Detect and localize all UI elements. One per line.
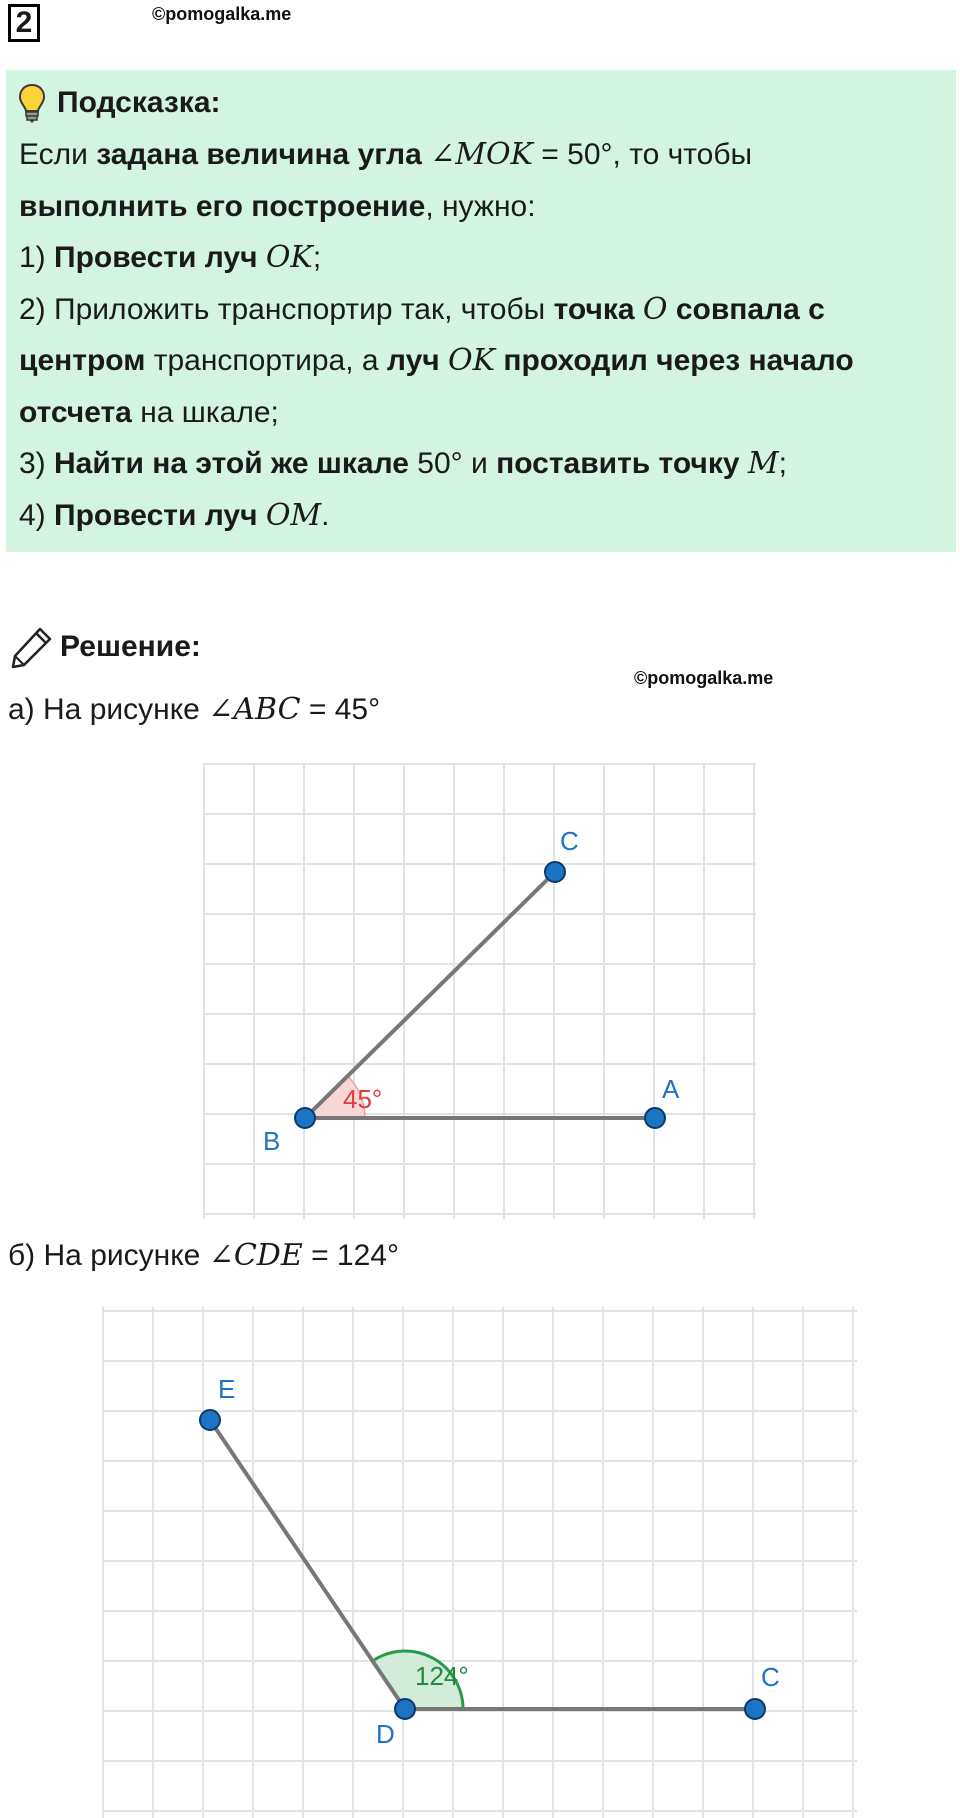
hint-line-2: выполнить его построение, нужно: — [19, 189, 536, 223]
hint-line-6: отсчета на шкале; — [19, 395, 279, 429]
point-c — [545, 862, 565, 882]
figure-a — [203, 762, 757, 1222]
task-number: 2 — [8, 4, 40, 42]
angle-label-45: 45° — [343, 1084, 383, 1114]
label-c-b: C — [761, 1662, 780, 1692]
hint-box — [6, 70, 956, 552]
angle-label-124: 124° — [415, 1661, 469, 1691]
watermark-2: ©pomogalka.me — [634, 668, 774, 688]
hint-title: Подсказка: — [57, 86, 221, 120]
lightbulb-icon — [19, 83, 45, 123]
solution-heading — [10, 622, 201, 672]
point-b — [295, 1108, 315, 1128]
part-b-text: б) На рисунке ∠CDE = 124° — [8, 1238, 399, 1273]
hint-line-7: 3) Найти на этой же шкале 50° и поставить точку M; — [19, 446, 787, 481]
hint-line-8: 4) Провести луч OM. — [19, 497, 330, 533]
label-a: A — [662, 1074, 680, 1104]
grid-b — [102, 1307, 857, 1818]
solution-title: Решение: — [60, 630, 201, 663]
hint-line-5: центром транспортира, а луч OK проходил через начало — [19, 343, 854, 378]
figure-b — [102, 1307, 858, 1818]
grid-a — [203, 764, 756, 1219]
point-d — [395, 1699, 415, 1719]
point-c — [745, 1699, 765, 1719]
segment-bc — [305, 872, 555, 1118]
watermark: ©pomogalka.me — [152, 4, 292, 24]
label-e: E — [218, 1374, 236, 1404]
label-c: C — [560, 826, 579, 856]
segment-de — [210, 1420, 405, 1709]
hint-heading — [19, 78, 943, 128]
pencil-icon — [10, 625, 54, 669]
part-a-text: а) На рисунке ∠ABC = 45° — [8, 692, 381, 727]
hint-line-3: 1) Провести луч OK; — [19, 240, 322, 275]
point-a — [645, 1108, 665, 1128]
point-e — [200, 1410, 220, 1430]
label-b: B — [263, 1126, 281, 1156]
hint-line-1: Если задана величина угла ∠MOK = 50°, то чтобы — [19, 137, 753, 172]
hint-line-4: 2) Приложить транспортир так, чтобы точка O совпала с — [19, 291, 825, 327]
math-angle-mok: ∠MOK — [430, 137, 533, 172]
label-d: D — [376, 1719, 395, 1749]
